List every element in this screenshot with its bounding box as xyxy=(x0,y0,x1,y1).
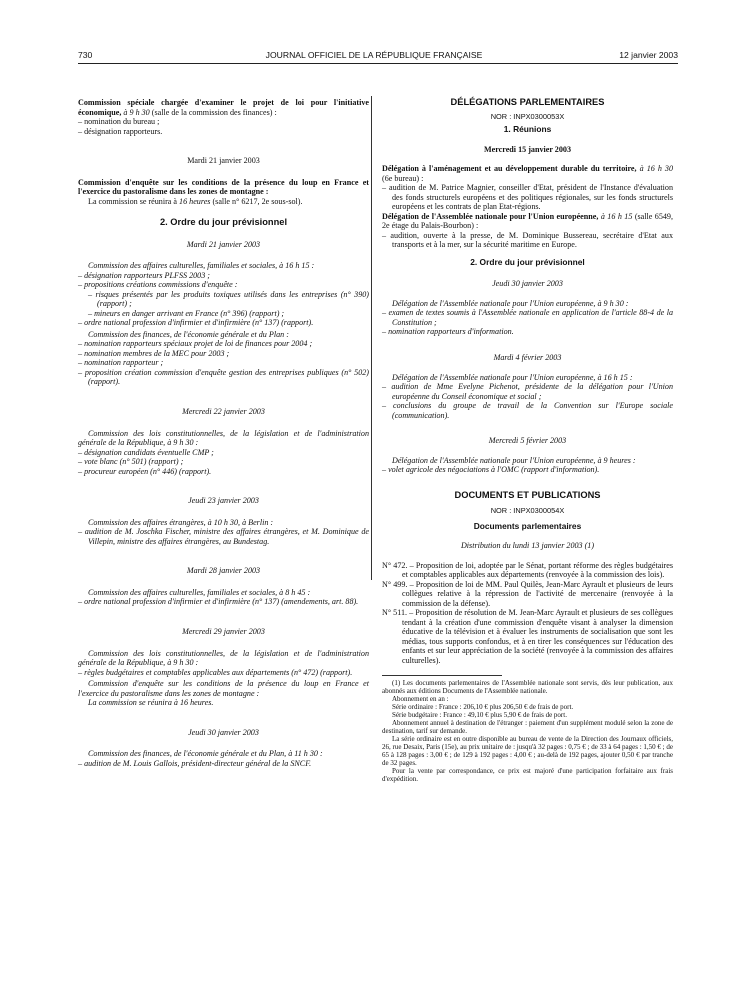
section-heading-documents: DOCUMENTS ET PUBLICATIONS xyxy=(454,489,601,500)
session-heading: Commission des affaires culturelles, familiales et sociales, à 8 h 45 : xyxy=(88,587,311,597)
journal-title: JOURNAL OFFICIEL DE LA RÉPUBLIQUE FRANÇAISE xyxy=(265,50,483,60)
list-item: – ordre national profession d'infirmier et d'infirmière (n° 137) (rapport). xyxy=(78,318,314,328)
footnote: (1) Les documents parlementaires de l'Assemblée nationale sont servis, dès leur publication, aux abonnés aux éditions Documents de l'Assemblée nationale. Abonnement en an : Série ordinaire : France : 206,10 € plus 206,50 € de frais de port. Série budgétaire : France : 49,10 € plus 5,90 € de frais de port. Abonnement annuel à destination de l'étranger : paiement d'un supplément modulé selon la zone de destination, tarif sur demande. La série ordinaire est en outre disponible au bureau de vente de la Direction des Journaux officiels, 26, rue Desaix, Paris (15e), au prix unitaire de : jusqu'à 32 pages : 0,75 € ; de 33 à 64 pages : 1,50 € ; de 65 à 128 pages : 3,00 € ; de 129 à 192 pages : 4,00 € ; au-delà de 192 pages, ajouter 0,50 € par tranche de 32 pages. Pour la vente par correspondance, ce prix est majoré d'une participation forfaitaire aux frais d'expédition. xyxy=(382,679,673,784)
subsection-heading: Documents parlementaires xyxy=(473,520,582,531)
left-column xyxy=(78,98,369,768)
list-item: – conclusions du groupe de travail de la Convention sur l'Europe sociale (communication). xyxy=(382,401,673,420)
distribution-date: Distribution du lundi 13 janvier 2003 (1) xyxy=(460,541,595,551)
list-item: – nomination rapporteurs spéciaux projet de loi de finances pour 2004 ; xyxy=(78,339,313,349)
list-item: – règles budgétaires et comptables applicables aux départements (n° 472) (rapport). xyxy=(78,667,353,677)
list-item: – procureur européen (n° 446) (rapport). xyxy=(78,466,212,476)
subsection-heading: 1. Réunions xyxy=(503,124,552,134)
session-heading: Délégation de l'Assemblée nationale pour l'Union européenne, à 9 h 30 : xyxy=(392,298,629,308)
date-heading: Jeudi 30 janvier 2003 xyxy=(188,727,259,737)
issue-date: 12 janvier 2003 xyxy=(619,50,678,60)
list-item: – audition de M. Louis Gallois, président-directeur général de la SNCF. xyxy=(78,758,312,768)
delegation-notice: Délégation de l'Assemblée nationale pour l'Union européenne, à 16 h 15 (salle 6549, 2e étage du Palais-Bourbon) : xyxy=(382,211,673,231)
session-heading: Commission des affaires étrangères, à 10 h 30, à Berlin : xyxy=(88,517,274,527)
session-heading: Commission des finances, de l'économie générale et du Plan, à 11 h 30 : xyxy=(88,749,323,759)
date-heading: Mardi 4 février 2003 xyxy=(493,352,562,362)
nor-reference: NOR : INPX0300054X xyxy=(490,506,565,516)
date-heading: Mardi 28 janvier 2003 xyxy=(186,566,261,576)
list-item: – désignation candidats éventuelle CMP ; xyxy=(78,447,214,457)
list-item: – vote blanc (n° 501) (rapport) ; xyxy=(78,457,184,467)
session-heading: Commission des lois constitutionnelles, de la législation et de l'administration générale de la République, à 9 h 30 : xyxy=(78,648,369,668)
sub-list-item: – risques présentés par les produits toxiques utilisés dans les entreprises (n° 390) (rapport) ; xyxy=(88,289,369,309)
list-item: – audition de Mme Evelyne Pichenot, présidente de la délégation pour l'Union européenne du Conseil économique et social ; xyxy=(382,382,673,401)
agenda-heading: 2. Ordre du jour prévisionnel xyxy=(470,256,585,267)
inquiry-commission-title: Commission d'enquête sur les conditions de la présence du loup en France et l'exercice du pastoralisme dans les zones de montagne : xyxy=(78,177,369,197)
session-heading: Commission des affaires culturelles, familiales et sociales, à 16 h 15 : xyxy=(88,261,315,271)
agenda-heading: 2. Ordre du jour prévisionnel xyxy=(159,217,288,228)
header-rule xyxy=(78,63,678,64)
nor-reference: NOR : INPX0300053X xyxy=(490,111,565,121)
inquiry-commission-notice: La commission se réunira à 16 heures (salle n° 6217, 2e sous-sol). xyxy=(88,196,303,206)
list-item: – nomination rapporteurs d'information. xyxy=(382,327,514,337)
date-heading: Mercredi 22 janvier 2003 xyxy=(182,406,265,416)
list-item: – proposition création commission d'enquête gestion des entreprises publiques (n° 502) (rapport). xyxy=(78,367,369,387)
list-item: – désignation rapporteurs. xyxy=(78,126,163,136)
right-column xyxy=(382,98,673,783)
list-item: – examen de textes soumis à l'Assemblée nationale en application de l'article 88-4 de la Constitution ; xyxy=(382,308,673,327)
session-heading: Commission d'enquête sur les conditions de la présence du loup en France et l'exercice du pastoralisme dans les zones de montagne : xyxy=(78,679,369,698)
footnote-rule xyxy=(382,675,502,676)
document-entry: N° 511. – Proposition de résolution de M. Jean-Marc Ayrault et plusieurs de ses collègues tendant à la création d'une commission d'enquête visant à analyser la dimension éducative de la télévision et à évaluer les instruments de socialisation que sont les médias, tous supports confondus, et à en tirer les conséquences sur l'éducation des enfants et sur leur appréciation de la société (renvoyée à la commission des affaires culturelles). xyxy=(382,608,673,665)
list-item: – ordre national profession d'infirmier et d'infirmière (n° 137) (amendements, art. 88). xyxy=(78,597,359,607)
list-item: – audition de M. Joschka Fischer, ministre des affaires étrangères, et M. Dominique de Villepin, ministre des affaires étrangères, au Bundestag. xyxy=(78,527,369,546)
session-note: La commission se réunira à 16 heures. xyxy=(88,698,214,708)
date-heading: Mardi 21 janvier 2003 xyxy=(186,239,261,249)
list-item: – nomination rapporteur ; xyxy=(78,358,164,368)
session-heading: Délégation de l'Assemblée nationale pour l'Union européenne, à 16 h 15 : xyxy=(392,372,633,382)
session-heading: Commission des lois constitutionnelles, de la législation et de l'administration générale de la République, à 9 h 30 : xyxy=(78,428,369,448)
sub-list-item: – mineurs en danger arrivant en France (n° 396) (rapport) ; xyxy=(88,308,285,318)
document-entry: N° 472. – Proposition de loi, adoptée par le Sénat, portant réforme des règles budgétaires et comptables applicables aux départements (renvoyée à la commission des lois). xyxy=(382,560,673,580)
date-heading: Mercredi 15 janvier 2003 xyxy=(484,144,571,154)
document-entry: N° 499. – Proposition de loi de MM. Paul Quilès, Jean-Marc Ayrault et plusieurs de leurs collègues relative à la répression de l'activité de mercenaire (renvoyée à la commission de la défense). xyxy=(382,579,673,608)
date-heading: Jeudi 23 janvier 2003 xyxy=(188,496,259,506)
column-divider xyxy=(371,96,372,580)
delegation-notice: Délégation à l'aménagement et au développement durable du territoire, à 16 h 30 (6e bureau) : xyxy=(382,164,674,183)
list-item: – audition, ouverte à la presse, de M. Dominique Bussereau, secrétaire d'Etat aux transports et à la mer, sur la sécurité maritime en Europe. xyxy=(382,230,673,250)
page-number: 730 xyxy=(78,50,93,60)
list-item: – nomination du bureau ; xyxy=(78,117,160,126)
date-heading: Mercredi 5 février 2003 xyxy=(488,436,567,446)
special-commission-notice: Commission spéciale chargée d'examiner le projet de loi pour l'initiative économique, à 9 h 30 (salle de la commission des finances) : xyxy=(78,98,369,117)
date-heading: Mercredi 29 janvier 2003 xyxy=(182,627,265,637)
section-heading-delegations: DÉLÉGATIONS PARLEMENTAIRES xyxy=(450,97,605,107)
list-item: – nomination membres de la MEC pour 2003 ; xyxy=(78,348,230,358)
list-item: – propositions créations commissions d'enquête : xyxy=(78,280,238,290)
session-heading: Commission des finances, de l'économie générale et du Plan : xyxy=(88,329,289,339)
session-heading: Délégation de l'Assemblée nationale pour l'Union européenne, à 9 heures : xyxy=(392,455,636,465)
list-item: – volet agricole des négociations à l'OMC (rapport d'information). xyxy=(382,465,600,475)
date-heading: Mardi 21 janvier 2003 xyxy=(187,156,260,166)
list-item: – audition de M. Patrice Magnier, conseiller d'Etat, président de l'Instance d'évaluation des fonds structurels européens et des politiques régionales, sur les fonds structurels européens et les contrats de plan Etat-régions. xyxy=(382,183,673,212)
date-heading: Jeudi 30 janvier 2003 xyxy=(492,279,563,289)
list-item: – désignation rapporteurs PLFSS 2003 ; xyxy=(78,270,210,280)
